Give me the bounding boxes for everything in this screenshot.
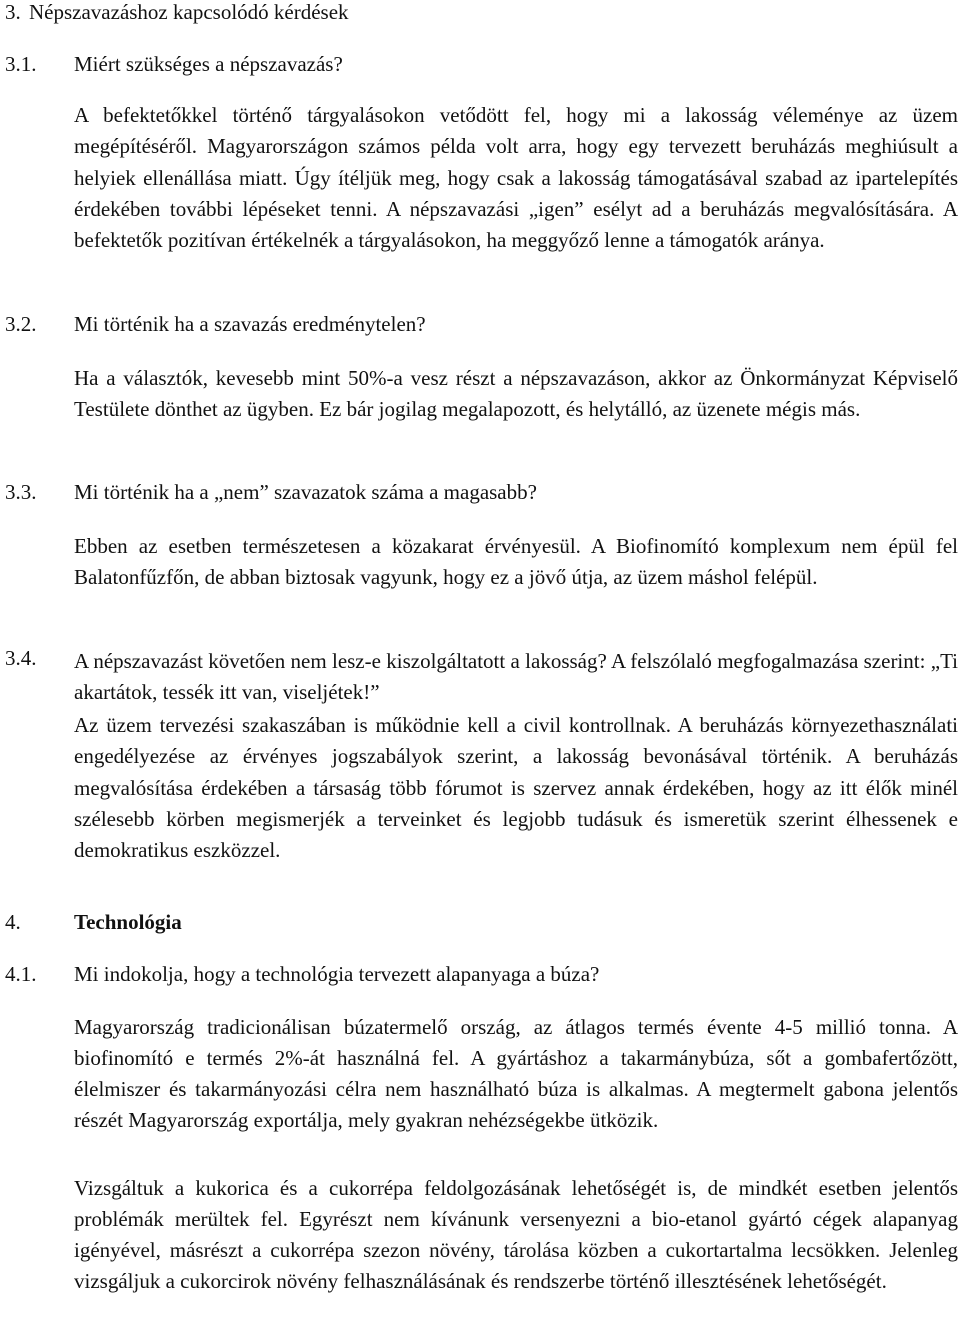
section-title: Népszavazáshoz kapcsolódó kérdések: [29, 0, 349, 24]
section-4-1-body-continued: Vizsgáltuk a kukorica és a cukorrépa feldolgozásának lehetőségét is, de mindkét esetben jelentős problémák merültek fel. Egyrészt nem kívánunk versenyezni a bio-etanol gyártó cégek alapanyag igényével, másrészt a cukorrépa szezon növény, tárolása közben a cukortartalma lecsökken. Jelenleg vizsgáljuk a cukorcirok növény felhasználásának és rendszerbe történő illesztésének lehetőségét.: [74, 1176, 958, 1293]
section-number: 3.: [5, 0, 21, 24]
section-title: Mi történik ha a szavazás eredménytelen?: [74, 312, 426, 336]
section-number: 4.1.: [5, 962, 37, 986]
section-title: Mi indokolja, hogy a technológia tervezett alapanyaga a búza?: [74, 962, 600, 986]
section-title: Mi történik ha a „nem” szavazatok száma a magasabb?: [74, 480, 537, 504]
section-3-4-body: A népszavazást követően nem lesz-e kiszolgáltatott a lakosság? A felszólaló megfogalmazása szerint: „Ti akartátok, tessék itt van, viseljétek!”: [74, 649, 958, 705]
section-3-1-body: A befektetőkkel történő tárgyalásokon vetődött fel, hogy mi a lakosság véleménye az üzem megépítéséről. Magyarországon számos példa volt arra, hogy egy tervezett beruházás meghiúsult a helyiek ellenállása miatt. Úgy ítéljük meg, hogy csak a lakosság támogatásával szabad az ipartelepítés érdekében további lépéseket tenni. A népszavazási „igen” esélyt ad a beruházás megvalósítására. A befektetők pozitívan értékelnék a tárgyalásokon, ha meggyőző lenne a támogatók aránya.: [74, 103, 958, 253]
section-4-1-body: Magyarország tradicionálisan búzatermelő ország, az átlagos termés évente 4-5 millió tonna. A biofinomító e termés 2%-át használná fel. A gyártáshoz a takarmánybúza, sőt a gombafertőzött, élelmiszer és takarmányozási célra nem használható búza is alkalmas. A megtermelt gabona jelentős részét Magyarország exportálja, mely gyakran nehézségekbe ütközik.: [74, 1015, 958, 1132]
section-number: 3.3.: [5, 480, 37, 504]
section-title: Technológia: [74, 910, 182, 934]
section-3-4-body-continued: Az üzem tervezési szakaszában is működnie kell a civil kontrollnak. A beruházás környezethasználati engedélyezése az érvényes jogszabályok szerint, a lakosság bevonásával történik. A beruházás megvalósítása érdekében a társaság több fórumot is szervez annak érdekében, hogy az itt élők minél szélesebb körben megismerjék a terveinket és legjobb tudásuk és ismeretük szerint élhessenek e demokratikus eszközzel.: [74, 713, 958, 863]
section-3-3-body: Ebben az esetben természetesen a közakarat érvényesül. A Biofinomító komplexum nem épül fel Balatonfűzfőn, de abban biztosak vagyunk, hogy ez a jövő útja, az üzem máshol felépül.: [74, 534, 958, 590]
section-title: Miért szükséges a népszavazás?: [74, 52, 343, 76]
section-number: 3.1.: [5, 52, 37, 76]
section-number: 4.: [5, 910, 21, 934]
section-number: 3.4.: [5, 646, 37, 670]
section-number: 3.2.: [5, 312, 37, 336]
section-3-2-body: Ha a választók, kevesebb mint 50%-a vesz részt a népszavazáson, akkor az Önkormányzat Képviselő Testülete dönthet az ügyben. Ez bár jogilag megalapozott, és helytálló, az üzenete mégis más.: [74, 366, 958, 422]
